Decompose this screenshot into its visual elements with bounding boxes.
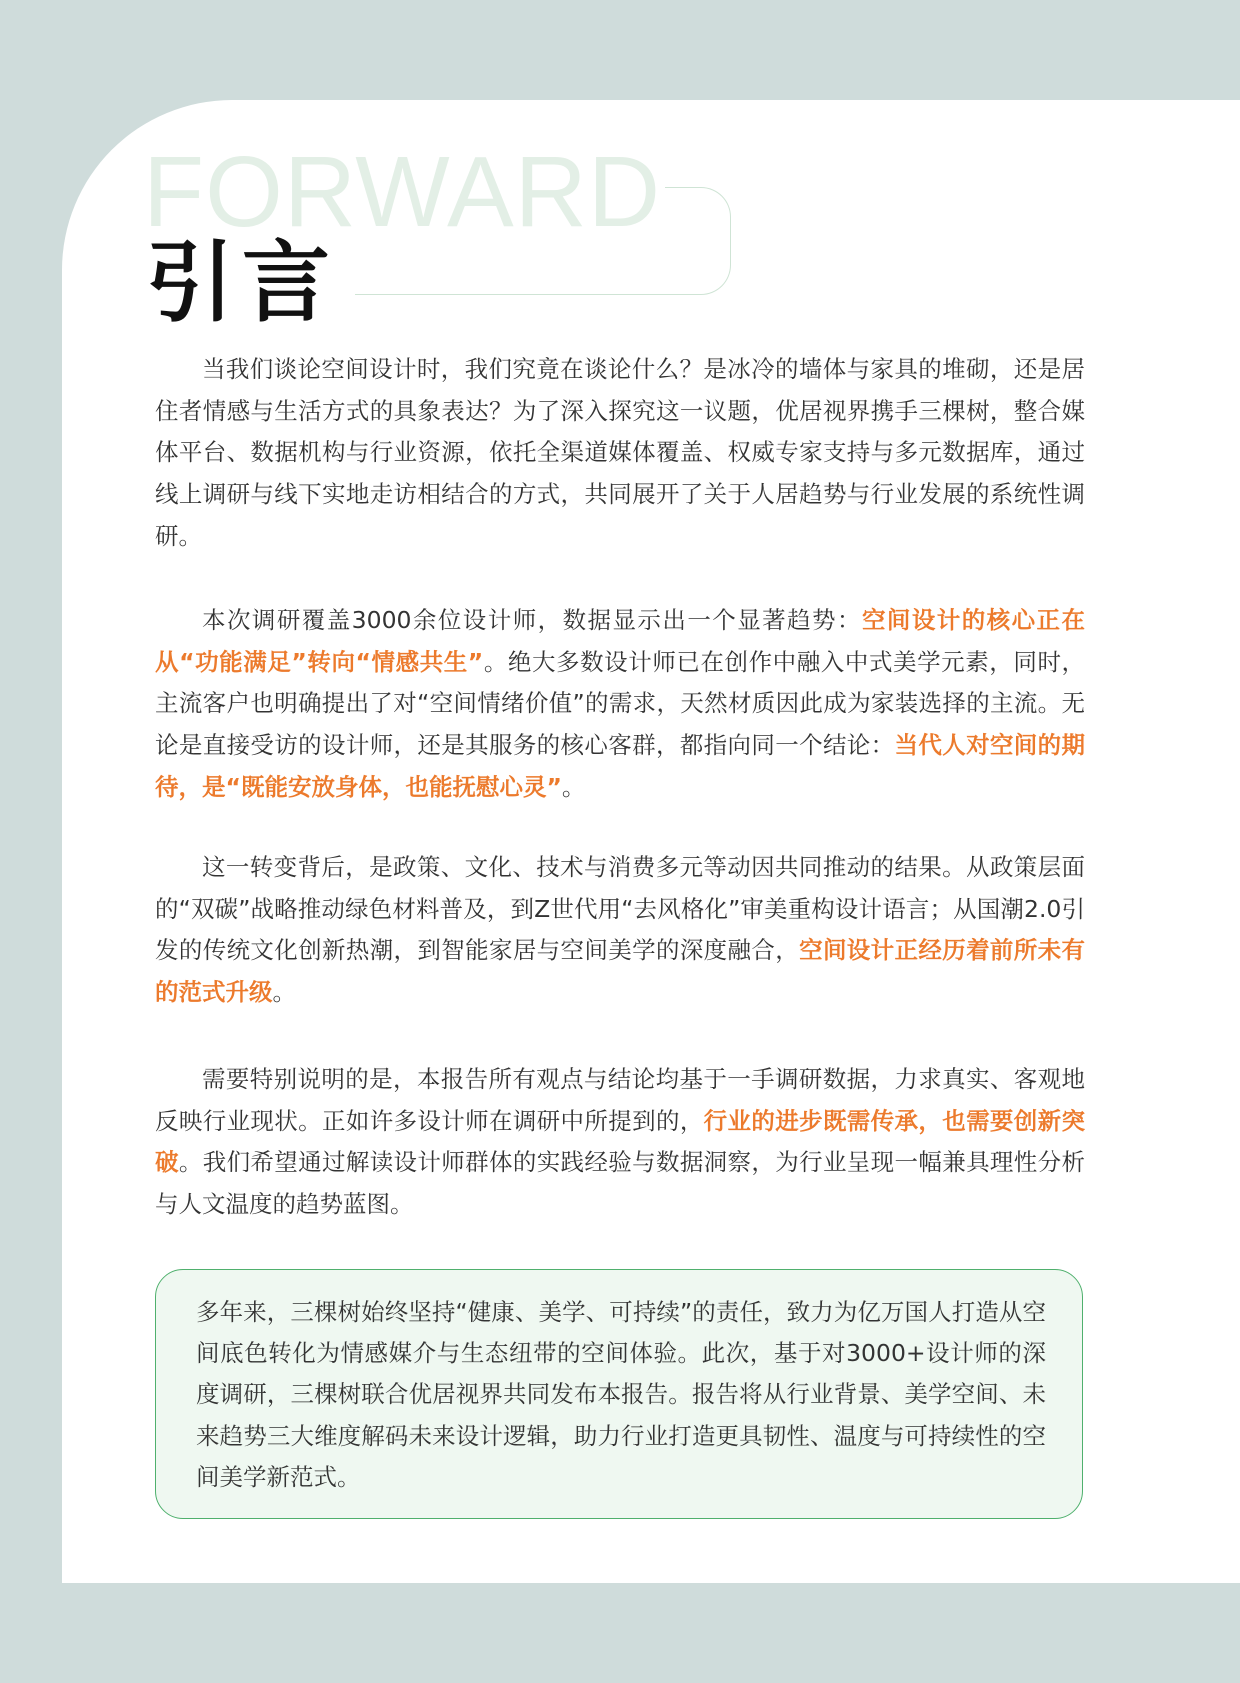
text-run: 。绝大多数设计师已在创作中融入中式美学元素，同时，主流客户也明确提出了对“空间情绪价值”的需求，天然材质因此成为家装选择的主流。无论是直接受访的设计师，还是其服务的核心客群，都指向同一个结论： <box>155 647 1086 760</box>
highlight-text: 空间设计的核心正在从“功能满足”转向“情感共生” <box>155 606 1085 676</box>
paragraph-4 <box>155 1059 1085 1226</box>
text-run: 本次调研覆盖3000余位设计师，数据显示出一个显著趋势： <box>202 606 862 634</box>
summary-note-text: 多年来，三棵树始终坚持“健康、美学、可持续”的责任，致力为亿万国人打造从空间底色转化为情感媒介与生态纽带的空间体验。此次，基于对3000+设计师的深度调研，三棵树联合优居视界共同发布本报告。报告将从行业背景、美学空间、未来趋势三大维度解码未来设计逻辑，助力行业打造更具韧性、温度与可持续性的空间美学新范式。 <box>196 1298 1046 1491</box>
paragraph-2 <box>155 600 1085 809</box>
text-run: 需要特别说明的是，本报告所有观点与结论均基于一手调研数据，力求真实、客观地反映行业现状。正如许多设计师在调研中所提到的， <box>155 1065 1085 1135</box>
highlight-text: 空间设计正经历着前所未有的范式升级 <box>155 936 1086 1007</box>
paragraph-1 <box>155 349 1085 558</box>
highlight-text: 行业的进步既需传承，也需要创新突破 <box>155 1106 1086 1177</box>
text-run: 。 <box>561 772 586 801</box>
text-run: 这一转变背后，是政策、文化、技术与消费多元等动因共同推动的结果。从政策层面的“双碳”战略推动绿色材料普及，到Z世代用“去风格化”审美重构设计语言；从国潮2.0引发的传统文化创新热潮，到智能家居与空间美学的深度融合， <box>155 853 1085 965</box>
section-title-chinese: 引言 <box>146 231 339 334</box>
paragraph-3 <box>155 847 1085 1014</box>
highlight-text: 当代人对空间的期待，是“既能安放身体，也能抚慰心灵” <box>155 731 1086 801</box>
text-run: 。 <box>272 978 296 1007</box>
summary-note-box <box>155 1269 1083 1519</box>
text-run: 当我们谈论空间设计时，我们究竟在谈论什么？是冰冷的墙体与家具的堆砌，还是居住者情感与生活方式的具象表达？为了深入探究这一议题，优居视界携手三棵树，整合媒体平台、数据机构与行业资源，依托全渠道媒体覆盖、权威专家支持与多元数据库，通过线上调研与线下实地走访相结合的方式，共同展开了关于人居趋势与行业发展的系统性调研。 <box>155 355 1085 550</box>
section-title-english: FORWARD <box>143 136 662 248</box>
text-run: 。我们希望通过解读设计师群体的实践经验与数据洞察，为行业呈现一幅兼具理性分析与人文温度的趋势蓝图。 <box>155 1148 1086 1219</box>
